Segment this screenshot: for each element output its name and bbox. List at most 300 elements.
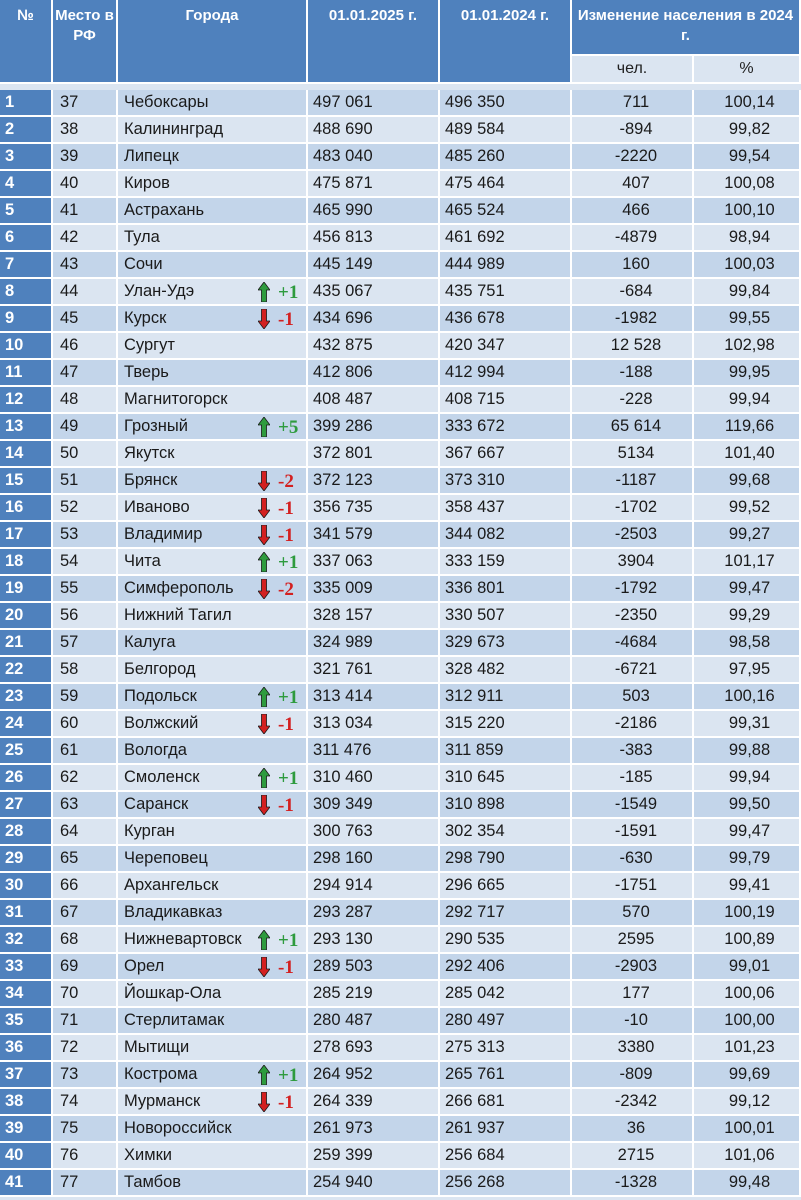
row-number <box>0 1089 53 1116</box>
rank-change <box>258 685 304 709</box>
row-change-abs-text: -1982 <box>614 309 658 327</box>
row-city <box>118 198 308 225</box>
row-city <box>118 414 308 441</box>
row-number <box>0 279 53 306</box>
row-city-text: Тула <box>124 228 160 246</box>
row-number <box>0 846 53 873</box>
table-header <box>0 0 801 90</box>
row-change-abs-text: -1702 <box>614 498 658 516</box>
row-change-abs-text: 12 528 <box>610 336 662 354</box>
row-pop-2025-text: 412 806 <box>313 363 373 381</box>
arrow-up-icon <box>258 930 270 950</box>
row-pop-2025 <box>308 981 440 1008</box>
row-number <box>0 468 53 495</box>
row-change-pct-text: 119,66 <box>724 417 775 435</box>
row-change-abs-text: -4684 <box>614 633 658 651</box>
row-pop-2024-text: 436 678 <box>445 309 505 327</box>
row-place <box>53 1170 118 1197</box>
row-place <box>53 603 118 630</box>
row-place <box>53 1035 118 1062</box>
row-change-abs-text: 2595 <box>617 930 655 948</box>
row-place-text: 46 <box>60 336 79 354</box>
row-change-abs <box>572 225 694 252</box>
row-pop-2025 <box>308 819 440 846</box>
row-city <box>118 225 308 252</box>
row-pop-2025 <box>308 603 440 630</box>
row-change-abs <box>572 873 694 900</box>
row-pop-2024 <box>440 468 572 495</box>
rank-change <box>258 523 304 547</box>
row-pop-2024-text: 435 751 <box>445 282 505 300</box>
row-pop-2025-text: 432 875 <box>313 336 373 354</box>
row-city-text: Мытищи <box>124 1038 190 1056</box>
row-place <box>53 90 118 117</box>
row-change-pct-text: 98,58 <box>728 633 771 651</box>
row-pop-2025 <box>308 1170 440 1197</box>
row-change-pct-text: 100,01 <box>724 1119 775 1137</box>
rank-delta: -2 <box>278 578 294 600</box>
row-pop-2024 <box>440 495 572 522</box>
row-number-text: 37 <box>5 1065 24 1083</box>
row-city <box>118 360 308 387</box>
row-change-abs <box>572 144 694 171</box>
row-place <box>53 765 118 792</box>
row-pop-2025-text: 313 414 <box>313 687 373 705</box>
row-change-abs-text: -1187 <box>615 471 657 489</box>
row-pop-2025-text: 278 693 <box>313 1038 373 1056</box>
row-pop-2024 <box>440 387 572 414</box>
row-city-text: Липецк <box>124 147 179 165</box>
row-change-abs-text: -1328 <box>614 1173 658 1191</box>
row-city <box>118 387 308 414</box>
row-change-abs-text: -10 <box>624 1011 648 1029</box>
rank-change <box>258 280 304 304</box>
row-city-text: Кострома <box>124 1065 198 1083</box>
row-pop-2024 <box>440 1170 572 1197</box>
row-change-pct-text: 99,55 <box>728 309 771 327</box>
row-number <box>0 441 53 468</box>
row-city <box>118 1116 308 1143</box>
arrow-down-icon <box>258 498 270 518</box>
row-place-text: 45 <box>60 309 79 327</box>
row-place-text: 56 <box>60 606 79 624</box>
row-place-text: 52 <box>60 498 79 516</box>
row-change-abs <box>572 387 694 414</box>
row-change-pct-text: 102,98 <box>724 336 775 354</box>
rank-delta: +1 <box>278 686 299 708</box>
row-pop-2025 <box>308 927 440 954</box>
row-pop-2025-text: 293 130 <box>313 930 373 948</box>
row-place-text: 47 <box>60 363 79 381</box>
row-pop-2024-text: 302 354 <box>445 822 505 840</box>
row-change-abs <box>572 765 694 792</box>
row-pop-2025 <box>308 441 440 468</box>
table-row <box>0 1143 801 1170</box>
row-change-abs-text: -2903 <box>614 957 658 975</box>
row-city <box>118 90 308 117</box>
row-city-text: Владикавказ <box>124 903 223 921</box>
rank-delta: -1 <box>278 1091 294 1113</box>
row-number-text: 30 <box>5 876 24 894</box>
row-change-pct-text: 99,68 <box>728 471 771 489</box>
row-pop-2025-text: 321 761 <box>313 660 373 678</box>
row-number <box>0 1170 53 1197</box>
row-place-text: 55 <box>60 579 79 597</box>
header-place: Место в РФ <box>53 0 118 84</box>
row-change-abs-text: -1591 <box>614 822 658 840</box>
row-city <box>118 333 308 360</box>
rank-delta: -1 <box>278 524 294 546</box>
row-change-abs-text: -2350 <box>614 606 658 624</box>
row-pop-2024-text: 496 350 <box>445 93 505 111</box>
row-change-pct-text: 101,06 <box>724 1146 775 1164</box>
arrow-down-icon <box>258 1092 270 1112</box>
row-place-text: 65 <box>60 849 79 867</box>
row-number <box>0 954 53 981</box>
row-pop-2025-text: 313 034 <box>313 714 373 732</box>
row-pop-2024 <box>440 414 572 441</box>
row-place-text: 62 <box>60 768 79 786</box>
row-number <box>0 1143 53 1170</box>
row-pop-2025-text: 254 940 <box>313 1173 373 1191</box>
row-pop-2025-text: 300 763 <box>313 822 373 840</box>
row-change-abs <box>572 441 694 468</box>
row-number <box>0 306 53 333</box>
row-pop-2024 <box>440 198 572 225</box>
row-number-text: 41 <box>5 1173 24 1191</box>
row-city <box>118 495 308 522</box>
table-row <box>0 954 801 981</box>
row-pop-2025 <box>308 711 440 738</box>
row-number-text: 12 <box>5 390 24 408</box>
rank-change <box>258 1090 304 1114</box>
row-pop-2025 <box>308 1143 440 1170</box>
row-pop-2024 <box>440 522 572 549</box>
table-row <box>0 846 801 873</box>
row-number-text: 8 <box>5 282 15 300</box>
row-change-abs-text: -1549 <box>614 795 658 813</box>
row-number-text: 28 <box>5 822 24 840</box>
row-place <box>53 522 118 549</box>
row-change-abs-text: 2715 <box>617 1146 655 1164</box>
row-pop-2024-text: 265 761 <box>445 1065 505 1083</box>
row-pop-2024 <box>440 900 572 927</box>
row-city <box>118 900 308 927</box>
row-change-abs <box>572 657 694 684</box>
table-row <box>0 360 801 387</box>
row-pop-2024 <box>440 333 572 360</box>
row-change-abs <box>572 117 694 144</box>
row-pop-2025-text: 309 349 <box>313 795 373 813</box>
table-body <box>0 90 801 1197</box>
rank-change <box>258 307 304 331</box>
row-pop-2025-text: 408 487 <box>313 390 373 408</box>
row-place <box>53 306 118 333</box>
row-place-text: 63 <box>60 795 79 813</box>
row-place <box>53 684 118 711</box>
row-pop-2024 <box>440 1008 572 1035</box>
row-pop-2024-text: 329 673 <box>445 633 505 651</box>
rank-change <box>258 793 304 817</box>
row-place <box>53 171 118 198</box>
row-change-abs-text: -684 <box>619 282 653 300</box>
row-change-pct <box>694 792 801 819</box>
row-city <box>118 549 308 576</box>
row-change-pct <box>694 684 801 711</box>
row-city-text: Якутск <box>124 444 175 462</box>
row-place-text: 71 <box>60 1011 79 1029</box>
table-row <box>0 306 801 333</box>
row-number <box>0 981 53 1008</box>
row-change-abs-text: 5134 <box>617 444 655 462</box>
row-city-text: Астрахань <box>124 201 205 219</box>
row-pop-2024 <box>440 144 572 171</box>
row-place <box>53 198 118 225</box>
row-change-pct <box>694 360 801 387</box>
row-change-pct <box>694 549 801 576</box>
row-pop-2025-text: 434 696 <box>313 309 373 327</box>
row-change-abs <box>572 954 694 981</box>
table-row <box>0 819 801 846</box>
row-change-abs <box>572 1116 694 1143</box>
row-pop-2024 <box>440 630 572 657</box>
row-change-pct <box>694 981 801 1008</box>
row-pop-2024 <box>440 738 572 765</box>
row-number <box>0 1035 53 1062</box>
table-row <box>0 711 801 738</box>
row-number-text: 11 <box>5 363 23 381</box>
row-number <box>0 225 53 252</box>
row-place <box>53 144 118 171</box>
row-change-pct <box>694 927 801 954</box>
row-pop-2024 <box>440 279 572 306</box>
row-place-text: 53 <box>60 525 79 543</box>
row-pop-2025-text: 261 973 <box>313 1119 373 1137</box>
row-change-pct <box>694 630 801 657</box>
row-city-text: Чита <box>124 552 161 570</box>
row-pop-2024 <box>440 1116 572 1143</box>
row-pop-2025-text: 294 914 <box>313 876 373 894</box>
row-pop-2025-text: 289 503 <box>313 957 373 975</box>
row-number-text: 39 <box>5 1119 24 1137</box>
row-change-abs <box>572 738 694 765</box>
row-pop-2024 <box>440 549 572 576</box>
row-city <box>118 522 308 549</box>
row-change-pct <box>694 819 801 846</box>
row-number-text: 24 <box>5 714 24 732</box>
row-place-text: 40 <box>60 174 79 192</box>
row-number-text: 13 <box>5 417 24 435</box>
row-pop-2025-text: 335 009 <box>313 579 373 597</box>
row-place-text: 38 <box>60 120 79 138</box>
row-place-text: 75 <box>60 1119 79 1137</box>
row-change-abs <box>572 1035 694 1062</box>
row-change-abs-text: -894 <box>619 120 653 138</box>
row-pop-2024 <box>440 1143 572 1170</box>
row-place-text: 49 <box>60 417 79 435</box>
table-row <box>0 1008 801 1035</box>
row-city-text: Волжский <box>124 714 199 732</box>
row-place <box>53 414 118 441</box>
rank-change <box>258 766 304 790</box>
row-pop-2025-text: 372 123 <box>313 471 373 489</box>
row-number-text: 5 <box>5 201 15 219</box>
row-number <box>0 549 53 576</box>
row-city <box>118 657 308 684</box>
table-row <box>0 657 801 684</box>
row-change-abs <box>572 1089 694 1116</box>
arrow-up-icon <box>258 1065 270 1085</box>
row-change-pct-text: 98,94 <box>728 228 771 246</box>
row-place-text: 77 <box>60 1173 79 1191</box>
row-number-text: 26 <box>5 768 24 786</box>
row-pop-2024 <box>440 1089 572 1116</box>
row-pop-2024 <box>440 846 572 873</box>
row-place-text: 72 <box>60 1038 79 1056</box>
row-number-text: 25 <box>5 741 24 759</box>
row-pop-2024-text: 292 717 <box>445 903 505 921</box>
row-change-pct-text: 99,50 <box>728 795 771 813</box>
row-pop-2024-text: 275 313 <box>445 1038 505 1056</box>
row-change-abs-text: -1751 <box>614 876 658 894</box>
row-change-abs-text: 570 <box>622 903 650 921</box>
table-row <box>0 333 801 360</box>
row-place <box>53 441 118 468</box>
row-change-abs <box>572 279 694 306</box>
row-number-text: 10 <box>5 336 24 354</box>
rank-delta: +5 <box>278 416 299 438</box>
row-change-abs-text: 160 <box>622 255 650 273</box>
row-pop-2025 <box>308 1089 440 1116</box>
row-pop-2025 <box>308 765 440 792</box>
row-number-text: 7 <box>5 255 15 273</box>
row-number-text: 23 <box>5 687 24 705</box>
row-change-pct <box>694 1116 801 1143</box>
row-pop-2024 <box>440 792 572 819</box>
row-change-pct-text: 99,41 <box>728 876 771 894</box>
table-row <box>0 1170 801 1197</box>
row-pop-2025 <box>308 252 440 279</box>
row-number-text: 3 <box>5 147 15 165</box>
row-number-text: 19 <box>5 579 24 597</box>
table-row <box>0 225 801 252</box>
header-pop-2025: 01.01.2025 г. <box>308 0 440 84</box>
row-place-text: 37 <box>60 93 79 111</box>
row-number <box>0 873 53 900</box>
row-pop-2024 <box>440 306 572 333</box>
row-pop-2024-text: 420 347 <box>445 336 505 354</box>
row-pop-2024-text: 290 535 <box>445 930 505 948</box>
row-number-text: 40 <box>5 1146 24 1164</box>
row-number-text: 4 <box>5 174 15 192</box>
row-number <box>0 819 53 846</box>
row-place-text: 44 <box>60 282 79 300</box>
row-change-abs-text: -185 <box>619 768 653 786</box>
row-place-text: 54 <box>60 552 79 570</box>
row-number-text: 22 <box>5 660 24 678</box>
row-change-abs-text: -4879 <box>614 228 658 246</box>
row-number-text: 20 <box>5 606 24 624</box>
row-city <box>118 684 308 711</box>
row-change-abs <box>572 792 694 819</box>
row-change-pct <box>694 846 801 873</box>
row-number-text: 29 <box>5 849 24 867</box>
row-city-text: Иваново <box>124 498 190 516</box>
arrow-up-icon <box>258 282 270 302</box>
row-change-pct <box>694 873 801 900</box>
row-change-abs-text: 407 <box>622 174 650 192</box>
row-number <box>0 90 53 117</box>
row-pop-2025-text: 465 990 <box>313 201 373 219</box>
row-city-text: Подольск <box>124 687 197 705</box>
row-pop-2025-text: 456 813 <box>313 228 373 246</box>
row-city <box>118 819 308 846</box>
row-pop-2024-text: 465 524 <box>445 201 505 219</box>
row-pop-2024-text: 256 684 <box>445 1146 505 1164</box>
row-pop-2024-text: 311 859 <box>445 741 504 759</box>
row-place-text: 76 <box>60 1146 79 1164</box>
row-city-text: Тверь <box>124 363 169 381</box>
row-change-abs-text: 503 <box>622 687 650 705</box>
row-place <box>53 1116 118 1143</box>
row-change-abs <box>572 981 694 1008</box>
row-change-abs-text: -2220 <box>614 147 658 165</box>
table-row <box>0 630 801 657</box>
row-place-text: 58 <box>60 660 79 678</box>
row-pop-2024-text: 444 989 <box>445 255 505 273</box>
row-place <box>53 225 118 252</box>
row-place-text: 43 <box>60 255 79 273</box>
row-change-pct <box>694 900 801 927</box>
row-pop-2024 <box>440 252 572 279</box>
row-change-abs <box>572 171 694 198</box>
row-pop-2024-text: 333 672 <box>445 417 505 435</box>
row-place <box>53 576 118 603</box>
table-row <box>0 144 801 171</box>
row-pop-2025 <box>308 1116 440 1143</box>
row-pop-2025 <box>308 144 440 171</box>
row-place-text: 73 <box>60 1065 79 1083</box>
arrow-up-icon <box>258 417 270 437</box>
row-change-abs <box>572 90 694 117</box>
row-place <box>53 711 118 738</box>
row-change-pct <box>694 279 801 306</box>
row-place <box>53 1062 118 1089</box>
row-change-abs <box>572 252 694 279</box>
row-number <box>0 198 53 225</box>
row-city <box>118 927 308 954</box>
row-pop-2025-text: 341 579 <box>313 525 373 543</box>
row-change-pct-text: 99,48 <box>728 1173 771 1191</box>
row-pop-2025-text: 445 149 <box>313 255 373 273</box>
row-number <box>0 522 53 549</box>
row-change-abs-text: -383 <box>619 741 653 759</box>
rank-change <box>258 1063 304 1087</box>
row-pop-2024 <box>440 981 572 1008</box>
row-change-pct-text: 99,82 <box>728 120 771 138</box>
row-pop-2024 <box>440 765 572 792</box>
row-place <box>53 252 118 279</box>
row-change-abs-text: -2342 <box>614 1092 658 1110</box>
row-pop-2025 <box>308 1062 440 1089</box>
row-city <box>118 846 308 873</box>
row-number-text: 35 <box>5 1011 24 1029</box>
row-change-abs-text: 36 <box>626 1119 646 1137</box>
row-change-pct <box>694 333 801 360</box>
row-change-abs <box>572 198 694 225</box>
row-number <box>0 117 53 144</box>
row-change-pct-text: 99,47 <box>728 579 771 597</box>
